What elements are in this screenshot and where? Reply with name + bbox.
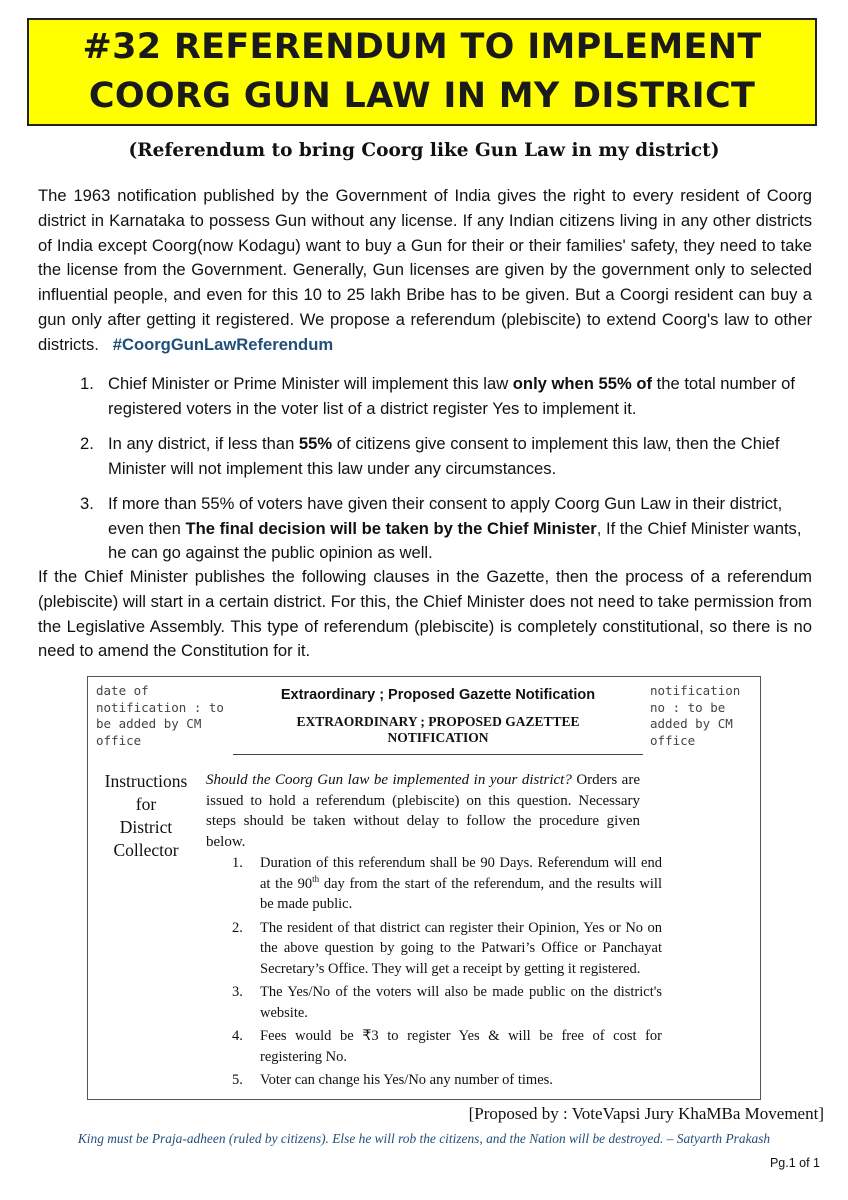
rule-text: of citizens give consent to implement this law, then the Chief Minister will not implement this law under any circumstances. — [108, 434, 780, 478]
rule-number: 2. — [80, 434, 94, 453]
ordinal-suffix: th — [312, 873, 320, 884]
intro-text: The 1963 notification published by the Government of India gives the right to every resident of Coorg district in Karnataka to possess Gun without any license. If any Indian citizens living in any other districts of India except Coorg(now Kodagu) want to buy a Gun for their or their families' safety, they need to take the license from the Government. Generally, Gun licenses are given by the government only to selected influential people, and even for this 10 to 25 lakh Bribe has to be given. But a Coorgi resident can buy a gun only after getting it registered. We propose a referendum (plebiscite) to extend Coorg's law to other districts. — [38, 186, 812, 354]
intro-paragraph — [38, 184, 812, 358]
procedure-text: The Yes/No of the voters will also be made public on the district's website. — [260, 984, 662, 1021]
rule-text: If more than 55% of voters have given their consent to apply Coorg Gun Law in their district, even then — [108, 494, 783, 538]
page-number: Pg.1 of 1 — [769, 1156, 820, 1170]
procedure-item — [232, 853, 662, 915]
title-banner — [27, 18, 817, 126]
rule-number: 3. — [80, 494, 94, 513]
procedure-text: Fees would be ₹3 to register Yes & will be free of cost for registering No. — [260, 1028, 662, 1065]
gazette-intro — [206, 770, 640, 852]
referendum-question: Should the Coorg Gun law be implemented in your district? — [206, 772, 572, 788]
gazette-intro-text: Orders are issued to hold a referendum (plebiscite) on this question. Necessary steps should be taken without delay to follow the procedure given below. — [206, 772, 640, 850]
title-line-2: COORG GUN LAW IN MY DISTRICT — [88, 76, 756, 116]
rule-text: Chief Minister or Prime Minister will implement this law — [108, 374, 513, 393]
procedure-number: 3. — [232, 984, 243, 1000]
procedure-number: 2. — [232, 919, 243, 936]
procedure-item — [232, 1070, 662, 1091]
gazette-subheading-line-1: EXTRAORDINARY ; PROPOSED GAZETTEE — [296, 714, 580, 729]
instructions-word: Collector — [113, 840, 179, 860]
procedure-number: 1. — [232, 855, 243, 871]
hashtag: #CoorgGunLawReferendum — [112, 334, 334, 354]
rule-number: 1. — [80, 374, 94, 393]
gazette-subheading-line-2: NOTIFICATION — [387, 730, 489, 745]
instructions-label — [94, 770, 198, 862]
gazette-subheading — [238, 714, 638, 746]
procedure-text: Voter can change his Yes/No any number of times. — [260, 1072, 553, 1088]
instructions-word: for — [135, 794, 157, 814]
date-of-notification-note: date of notification : to be added by CM office — [96, 683, 224, 748]
procedure-number: 4. — [232, 1028, 243, 1044]
rule-text: the total number of registered voters in the voter list of a district register Yes to implement it. — [108, 374, 796, 418]
rule-bold-text: only when 55% of — [512, 374, 653, 393]
procedure-item — [232, 982, 662, 1023]
proposed-by: [Proposed by : VoteVapsi Jury KhaMBa Movement] — [468, 1104, 824, 1123]
rule-text: , If the Chief Minister wants, he can go against the public opinion as well. — [108, 518, 802, 562]
rules-list — [80, 372, 810, 577]
procedure-item — [232, 1026, 662, 1067]
procedure-number: 5. — [232, 1072, 243, 1088]
rule-bold-text: 55% — [298, 434, 333, 453]
title-line-1: #32 REFERENDUM TO IMPLEMENT — [82, 27, 762, 67]
rule-item — [80, 372, 810, 421]
gazette-header — [238, 685, 638, 746]
gazette-divider — [233, 754, 643, 755]
footer-quote: King must be Praja-adheen (ruled by citizens). Else he will rob the citizens, and the Nation will be destroyed. – Satyarth Prakash — [77, 1131, 771, 1146]
rule-item — [80, 492, 810, 566]
procedure-text: The resident of that district can register their Opinion, Yes or No on the above question by going to the Patwari’s Office or Panchayat Secretary’s Office. They will get a receipt by getting it registered. — [260, 919, 662, 977]
instructions-word: Instructions — [104, 771, 188, 791]
instructions-word: District — [119, 817, 173, 837]
procedure-list — [232, 853, 662, 1094]
procedure-item — [232, 918, 662, 980]
procedure-text: Duration of this referendum shall be 90 Days. Referendum will end at the 90 — [260, 855, 662, 892]
procedure-text: day from the start of the referendum, and the results will be made public. — [260, 875, 662, 912]
subtitle: (Referendum to bring Coorg like Gun Law in my district) — [128, 140, 720, 161]
rule-text: In any district, if less than — [108, 434, 299, 453]
rule-item — [80, 432, 810, 481]
gazette-heading: Extraordinary ; Proposed Gazette Notification — [280, 687, 596, 703]
rule-bold-text: The final decision will be taken by the Chief Minister — [185, 518, 597, 538]
notification-number-note: notification no : to be added by CM office — [650, 683, 741, 748]
gazette-notification-box — [87, 676, 761, 1100]
outro-paragraph: If the Chief Minister publishes the following clauses in the Gazette, then the process of a referendum (plebiscite) will start in a certain district. For this, the Chief Minister does not need to take permission from the Legislative Assembly. This type of referendum (plebiscite) is completely constitutional, so there is no need to amend the Constitution for it. — [38, 567, 812, 661]
